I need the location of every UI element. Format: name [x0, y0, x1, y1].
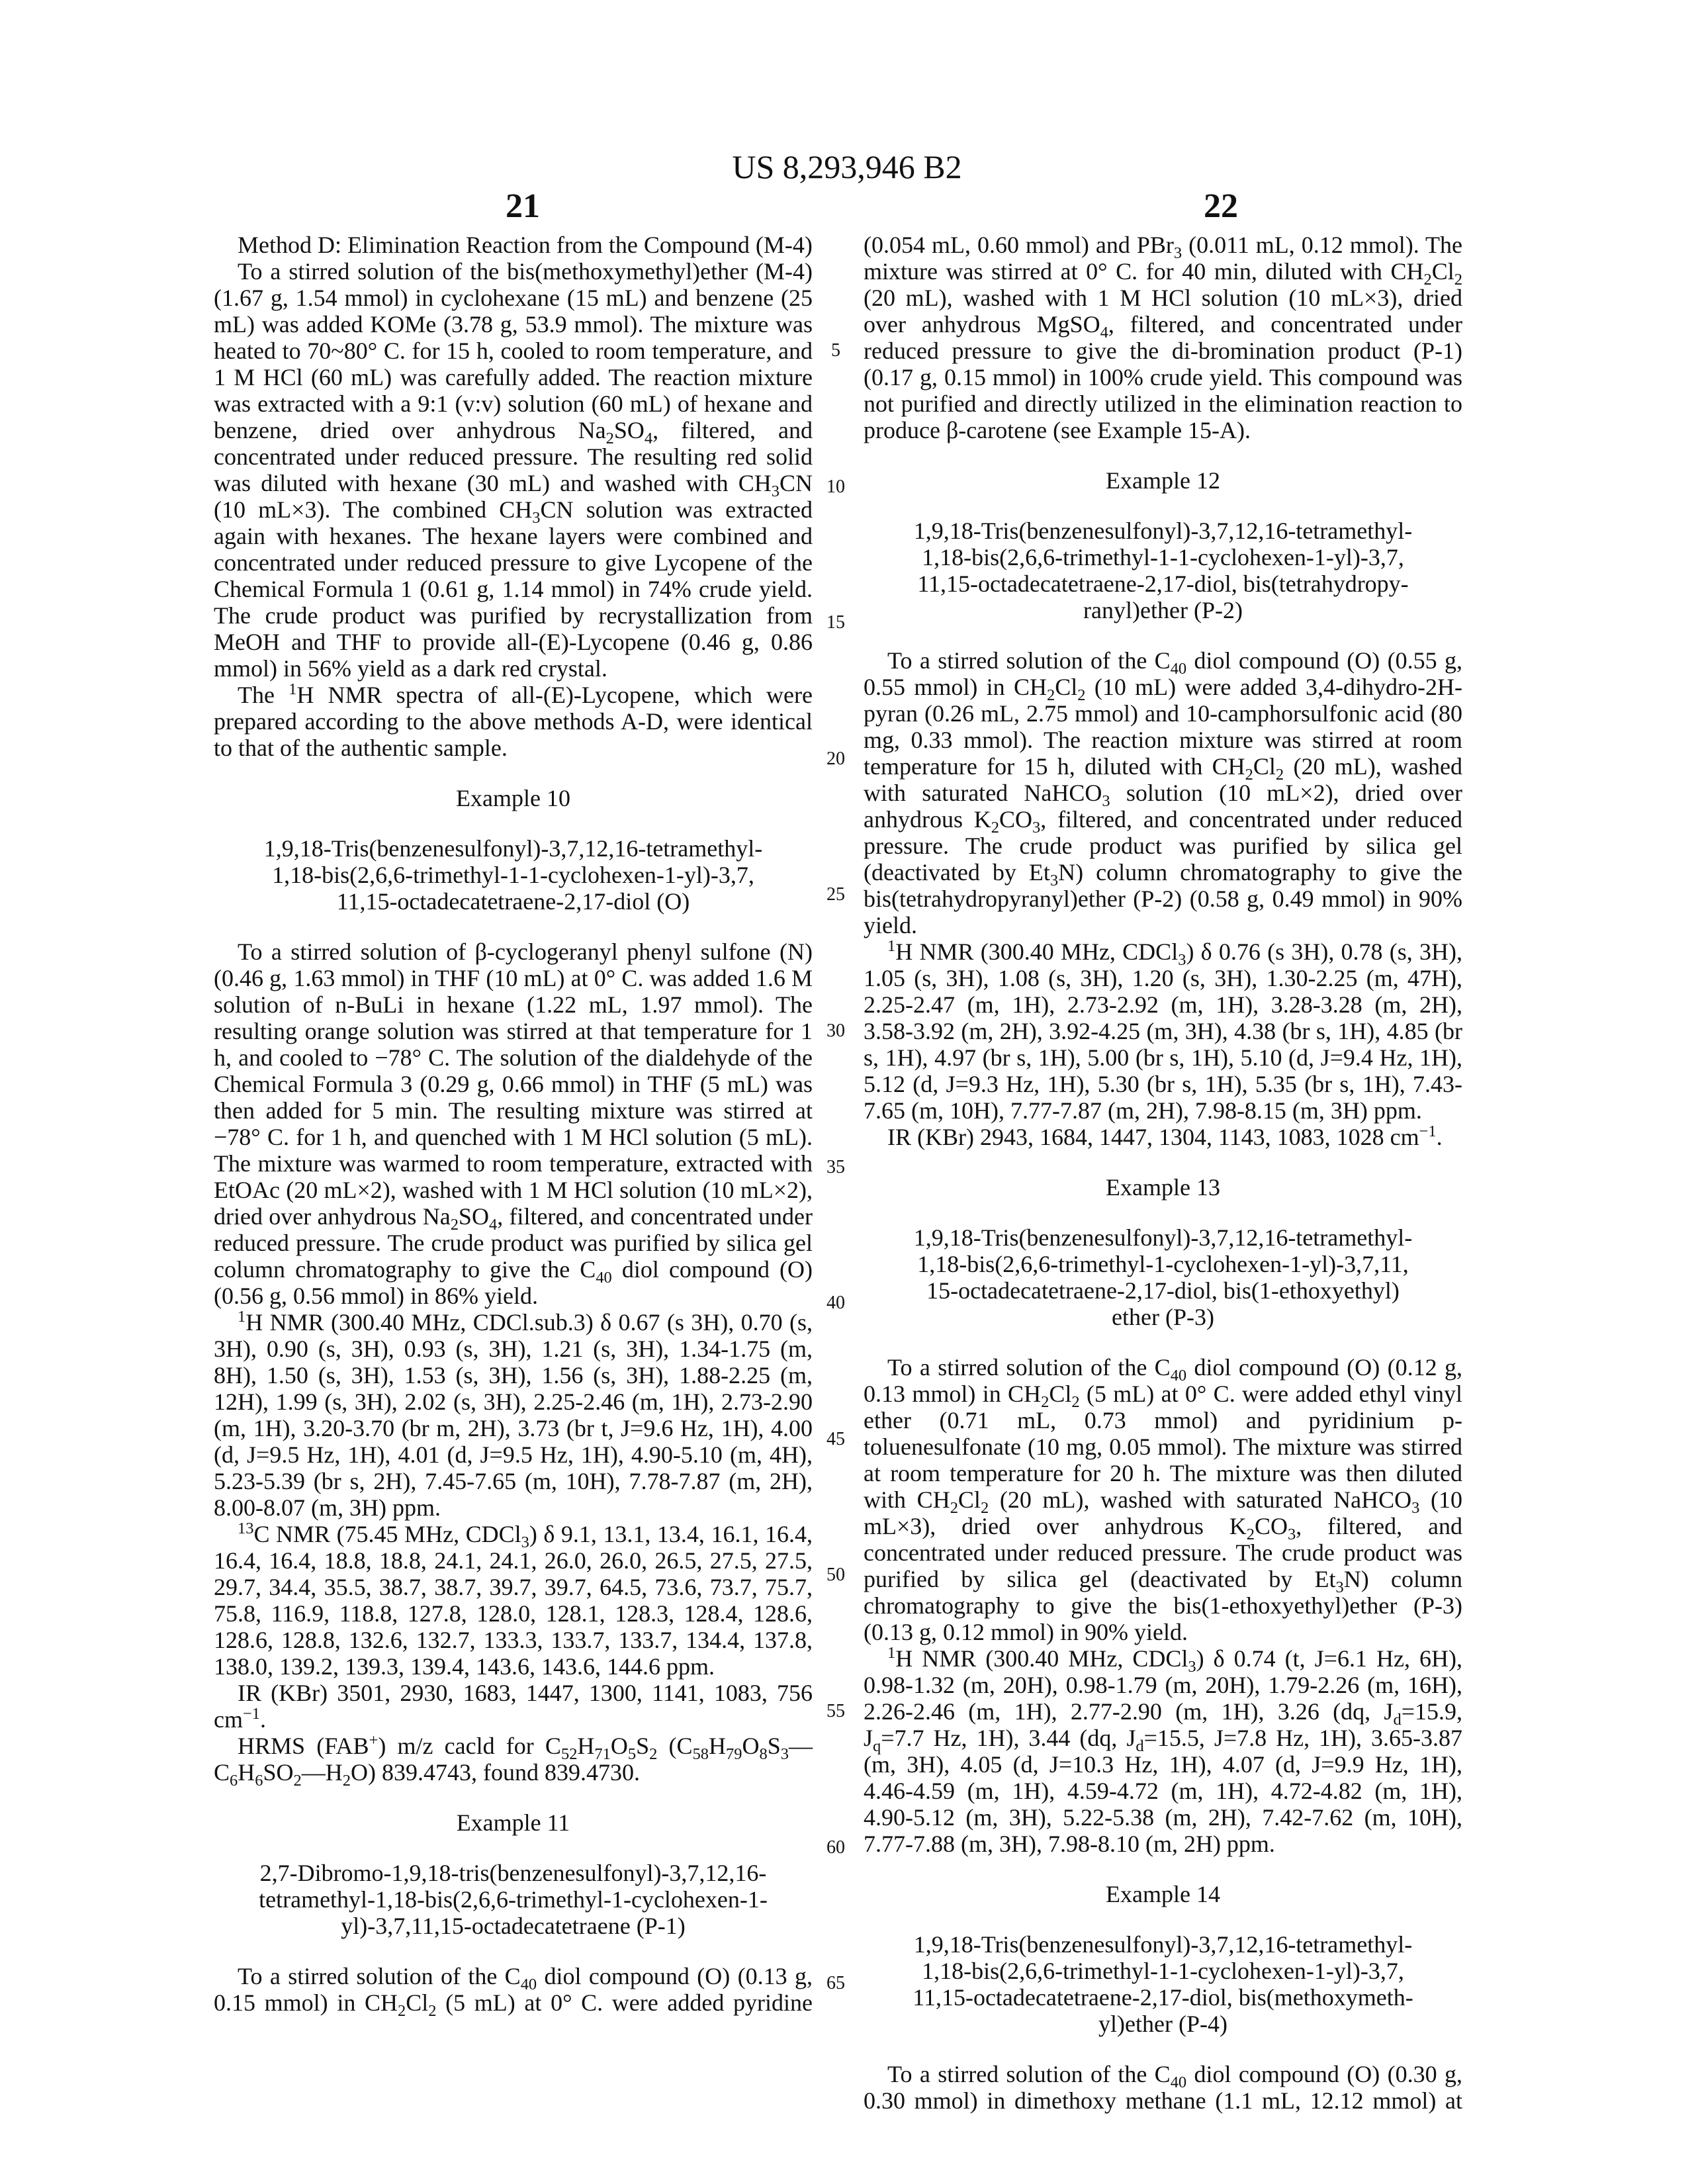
example-11-heading: Example 11	[214, 1809, 813, 1836]
line-number: 30	[826, 1021, 846, 1041]
title-line: 1,9,18-Tris(benzenesulfonyl)-3,7,12,16-tetramethyl-	[214, 835, 813, 862]
example-13-heading: Example 13	[864, 1174, 1462, 1201]
title-line: 15-octadecatetraene-2,17-diol, bis(1-ethoxyethyl)	[864, 1277, 1462, 1304]
line-number: 5	[826, 341, 846, 361]
title-line: ether (P-3)	[864, 1304, 1462, 1330]
line-number: 65	[826, 1974, 846, 1993]
title-line: ranyl)ether (P-2)	[864, 597, 1462, 623]
line-number: 50	[826, 1565, 846, 1585]
continuation-paragraph: (0.054 mL, 0.60 mmol) and PBr3 (0.011 mL, 0.12 mmol). The mixture was stirred at 0° C. for 40 min, diluted with CH2Cl2 (20 mL), washed with 1 M HCl solution (10 mL×3), dried over anhydrous MgSO4, filtered, and concentrated under reduced pressure to give the di-bromination product (P-1) (0.17 g, 0.15 mmol) in 100% crude yield. This compound was not purified and directly utilized in the elimination reaction to produce β-carotene (see Example 15-A).	[864, 232, 1462, 443]
example-12-h-nmr: 1H NMR (300.40 MHz, CDCl3) δ 0.76 (s 3H), 0.78 (s, 3H), 1.05 (s, 3H), 1.08 (s, 3H), 1.20 (s, 3H), 1.30-2.25 (m, 47H), 2.25-2.47 (m, 1H), 2.73-2.92 (m, 1H), 3.28-3.28 (m, 2H), 3.58-3.92 (m, 2H), 3.92-4.25 (m, 3H), 4.38 (br s, 1H), 4.85 (br s, 1H), 4.97 (br s, 1H), 5.00 (br s, 1H), 5.10 (d, J=9.4 Hz, 1H), 5.12 (d, J=9.3 Hz, 1H), 5.30 (br s, 1H), 5.35 (br s, 1H), 7.43-7.65 (m, 10H), 7.77-7.87 (m, 2H), 7.98-8.15 (m, 3H) ppm.	[864, 938, 1462, 1124]
right-column	[864, 232, 1462, 2114]
example-10-h-nmr: 1H NMR (300.40 MHz, CDCl.sub.3) δ 0.67 (s 3H), 0.70 (s, 3H), 0.90 (s, 3H), 0.93 (s, 3H), 1.21 (s, 3H), 1.34-1.75 (m, 8H), 1.50 (s, 3H), 1.53 (s, 3H), 1.56 (s, 3H), 1.88-2.25 (m, 12H), 1.99 (s, 3H), 2.02 (s, 3H), 2.25-2.46 (m, 1H), 2.73-2.90 (m, 1H), 3.20-3.70 (br m, 2H), 3.73 (br t, J=9.6 Hz, 1H), 4.00 (d, J=9.5 Hz, 1H), 4.01 (d, J=9.5 Hz, 1H), 4.90-5.10 (m, 4H), 5.23-5.39 (br s, 2H), 7.45-7.65 (m, 10H), 7.78-7.87 (m, 2H), 8.00-8.07 (m, 3H) ppm.	[214, 1309, 813, 1521]
line-number: 60	[826, 1838, 846, 1858]
example-14-procedure: To a stirred solution of the C40 diol compound (O) (0.30 g, 0.30 mmol) in dimethoxy methane (1.1 mL, 12.12 mmol) at	[864, 2061, 1462, 2114]
line-number: 45	[826, 1430, 846, 1449]
example-13-procedure: To a stirred solution of the C40 diol compound (O) (0.12 g, 0.13 mmol) in CH2Cl2 (5 mL) at 0° C. were added ethyl vinyl ether (0.71 mL, 0.73 mmol) and pyridinium p-toluenesulfonate (10 mg, 0.05 mmol). The mixture was stirred at room temperature for 20 h. The mixture was then diluted with CH2Cl2 (20 mL), washed with saturated NaHCO3 (10 mL×3), dried over anhydrous K2CO3, filtered, and concentrated under reduced pressure. The crude product was purified by silica gel (deactivated by Et3N) column chromatography to give the bis(1-ethoxyethyl)ether (P-3) (0.13 g, 0.12 mmol) in 90% yield.	[864, 1354, 1462, 1645]
title-line: 1,18-bis(2,6,6-trimethyl-1-1-cyclohexen-1-yl)-3,7,	[864, 544, 1462, 570]
patent-number: US 8,293,946 B2	[0, 147, 1694, 187]
line-number: 55	[826, 1702, 846, 1721]
title-line: 1,9,18-Tris(benzenesulfonyl)-3,7,12,16-tetramethyl-	[864, 1224, 1462, 1251]
line-number: 20	[826, 749, 846, 769]
title-line: 11,15-octadecatetraene-2,17-diol, bis(tetrahydropy-	[864, 570, 1462, 597]
example-12-procedure: To a stirred solution of the C40 diol compound (O) (0.55 g, 0.55 mmol) in CH2Cl2 (10 mL) were added 3,4-dihydro-2H-pyran (0.26 mL, 2.75 mmol) and 10-camphorsulfonic acid (80 mg, 0.33 mmol). The reaction mixture was stirred at room temperature for 15 h, diluted with CH2Cl2 (20 mL), washed with saturated NaHCO3 solution (10 mL×2), dried over anhydrous K2CO3, filtered, and concentrated under reduced pressure. The crude product was purified by silica gel (deactivated by Et3N) column chromatography to give the bis(tetrahydropyranyl)ether (P-2) (0.58 g, 0.49 mmol) in 90% yield.	[864, 647, 1462, 938]
example-11-title	[214, 1860, 813, 1939]
title-line: 1,18-bis(2,6,6-trimethyl-1-1-cyclohexen-1-yl)-3,7,	[214, 862, 813, 888]
title-line: yl)-3,7,11,15-octadecatetraene (P-1)	[214, 1913, 813, 1939]
page-number-left: 21	[457, 187, 589, 226]
example-10-ir: IR (KBr) 3501, 2930, 1683, 1447, 1300, 1141, 1083, 756 cm−1.	[214, 1680, 813, 1733]
title-line: 1,18-bis(2,6,6-trimethyl-1-1-cyclohexen-1-yl)-3,7,	[864, 1958, 1462, 1984]
title-line: 2,7-Dibromo-1,9,18-tris(benzenesulfonyl)-3,7,12,16-	[214, 1860, 813, 1886]
line-number: 25	[826, 885, 846, 905]
method-d-paragraph: To a stirred solution of the bis(methoxymethyl)ether (M-4) (1.67 g, 1.54 mmol) in cyclohexane (15 mL) and benzene (25 mL) was added KOMe (3.78 g, 53.9 mmol). The mixture was heated to 70~80° C. for 15 h, cooled to room temperature, and 1 M HCl (60 mL) was carefully added. The reaction mixture was extracted with a 9:1 (v:v) solution (60 mL) of hexane and benzene, dried over anhydrous Na2SO4, filtered, and concentrated under reduced pressure. The resulting red solid was diluted with hexane (30 mL) and washed with CH3CN (10 mL×3). The combined CH3CN solution was extracted again with hexanes. The hexane layers were combined and concentrated under reduced pressure to give Lycopene of the Chemical Formula 1 (0.61 g, 1.14 mmol) in 74% crude yield. The crude product was purified by recrystallization from MeOH and THF to provide all-(E)-Lycopene (0.46 g, 0.86 mmol) in 56% yield as a dark red crystal.	[214, 258, 813, 682]
example-13-h-nmr: 1H NMR (300.40 MHz, CDCl3) δ 0.74 (t, J=6.1 Hz, 6H), 0.98-1.32 (m, 20H), 0.98-1.79 (m, 20H), 1.79-2.26 (m, 16H), 2.26-2.46 (m, 1H), 2.77-2.90 (m, 1H), 3.26 (dq, Jd=15.9, Jq=7.7 Hz, 1H), 3.44 (dq, Jd=15.5, J=7.8 Hz, 1H), 3.65-3.87 (m, 3H), 4.05 (d, J=10.3 Hz, 1H), 4.07 (d, J=9.9 Hz, 1H), 4.46-4.59 (m, 1H), 4.59-4.72 (m, 1H), 4.72-4.82 (m, 1H), 4.90-5.12 (m, 3H), 5.22-5.38 (m, 2H), 7.42-7.62 (m, 10H), 7.77-7.88 (m, 3H), 7.98-8.10 (m, 2H) ppm.	[864, 1645, 1462, 1857]
title-line: 11,15-octadecatetraene-2,17-diol (O)	[214, 888, 813, 915]
line-number: 40	[826, 1293, 846, 1313]
left-column	[214, 232, 813, 2016]
method-d-heading: Method D: Elimination Reaction from the Compound (M-4)	[214, 232, 813, 258]
example-12-ir: IR (KBr) 2943, 1684, 1447, 1304, 1143, 1083, 1028 cm−1.	[864, 1124, 1462, 1150]
title-line: 1,9,18-Tris(benzenesulfonyl)-3,7,12,16-tetramethyl-	[864, 518, 1462, 544]
example-14-heading: Example 14	[864, 1881, 1462, 1907]
example-14-title	[864, 1931, 1462, 2037]
line-number: 10	[826, 477, 846, 497]
example-10-c-nmr: 13C NMR (75.45 MHz, CDCl3) δ 9.1, 13.1, 13.4, 16.1, 16.4, 16.4, 16.4, 18.8, 18.8, 24.1, 24.1, 26.0, 26.0, 26.5, 27.5, 27.5, 29.7, 34.4, 35.5, 38.7, 38.7, 39.7, 39.7, 64.5, 73.6, 73.7, 75.7, 75.8, 116.9, 118.8, 127.8, 128.0, 128.1, 128.3, 128.4, 128.6, 128.6, 128.8, 132.6, 132.7, 133.3, 133.7, 133.7, 134.4, 137.8, 138.0, 139.2, 139.3, 139.4, 143.6, 143.6, 144.6 ppm.	[214, 1521, 813, 1680]
example-10-title	[214, 835, 813, 915]
title-line: 11,15-octadecatetraene-2,17-diol, bis(methoxymeth-	[864, 1984, 1462, 2011]
example-12-title	[864, 518, 1462, 623]
line-number: 15	[826, 613, 846, 633]
example-10-hrms: HRMS (FAB+) m/z cacld for C52H71O5S2 (C58H79O8S3—C6H6SO2—H2O) 839.4743, found 839.4730.	[214, 1733, 813, 1786]
line-number: 35	[826, 1158, 846, 1177]
title-line: 1,18-bis(2,6,6-trimethyl-1-cyclohexen-1-yl)-3,7,11,	[864, 1251, 1462, 1277]
example-11-procedure: To a stirred solution of the C40 diol compound (O) (0.13 g, 0.15 mmol) in CH2Cl2 (5 mL) at 0° C. were added pyridine	[214, 1963, 813, 2016]
title-line: tetramethyl-1,18-bis(2,6,6-trimethyl-1-cyclohexen-1-	[214, 1886, 813, 1913]
example-13-title	[864, 1224, 1462, 1330]
example-12-heading: Example 12	[864, 467, 1462, 494]
nmr-note-paragraph: The 1H NMR spectra of all-(E)-Lycopene, which were prepared according to the above methods A-D, were identical to that of the authentic sample.	[214, 682, 813, 761]
example-10-procedure: To a stirred solution of β-cyclogeranyl phenyl sulfone (N) (0.46 g, 1.63 mmol) in THF (10 mL) at 0° C. was added 1.6 M solution of n-BuLi in hexane (1.22 mL, 1.97 mmol). The resulting orange solution was stirred at that temperature for 1 h, and cooled to −78° C. The solution of the dialdehyde of the Chemical Formula 3 (0.29 g, 0.66 mmol) in THF (5 mL) was then added for 5 min. The resulting mixture was stirred at −78° C. for 1 h, and quenched with 1 M HCl solution (5 mL). The mixture was warmed to room temperature, extracted with EtOAc (20 mL×2), washed with 1 M HCl solution (10 mL×2), dried over anhydrous Na2SO4, filtered, and concentrated under reduced pressure. The crude product was purified by silica gel column chromatography to give the C40 diol compound (O) (0.56 g, 0.56 mmol) in 86% yield.	[214, 938, 813, 1309]
example-10-heading: Example 10	[214, 785, 813, 811]
title-line: yl)ether (P-4)	[864, 2011, 1462, 2037]
title-line: 1,9,18-Tris(benzenesulfonyl)-3,7,12,16-tetramethyl-	[864, 1931, 1462, 1958]
page-number-right: 22	[1155, 187, 1287, 226]
